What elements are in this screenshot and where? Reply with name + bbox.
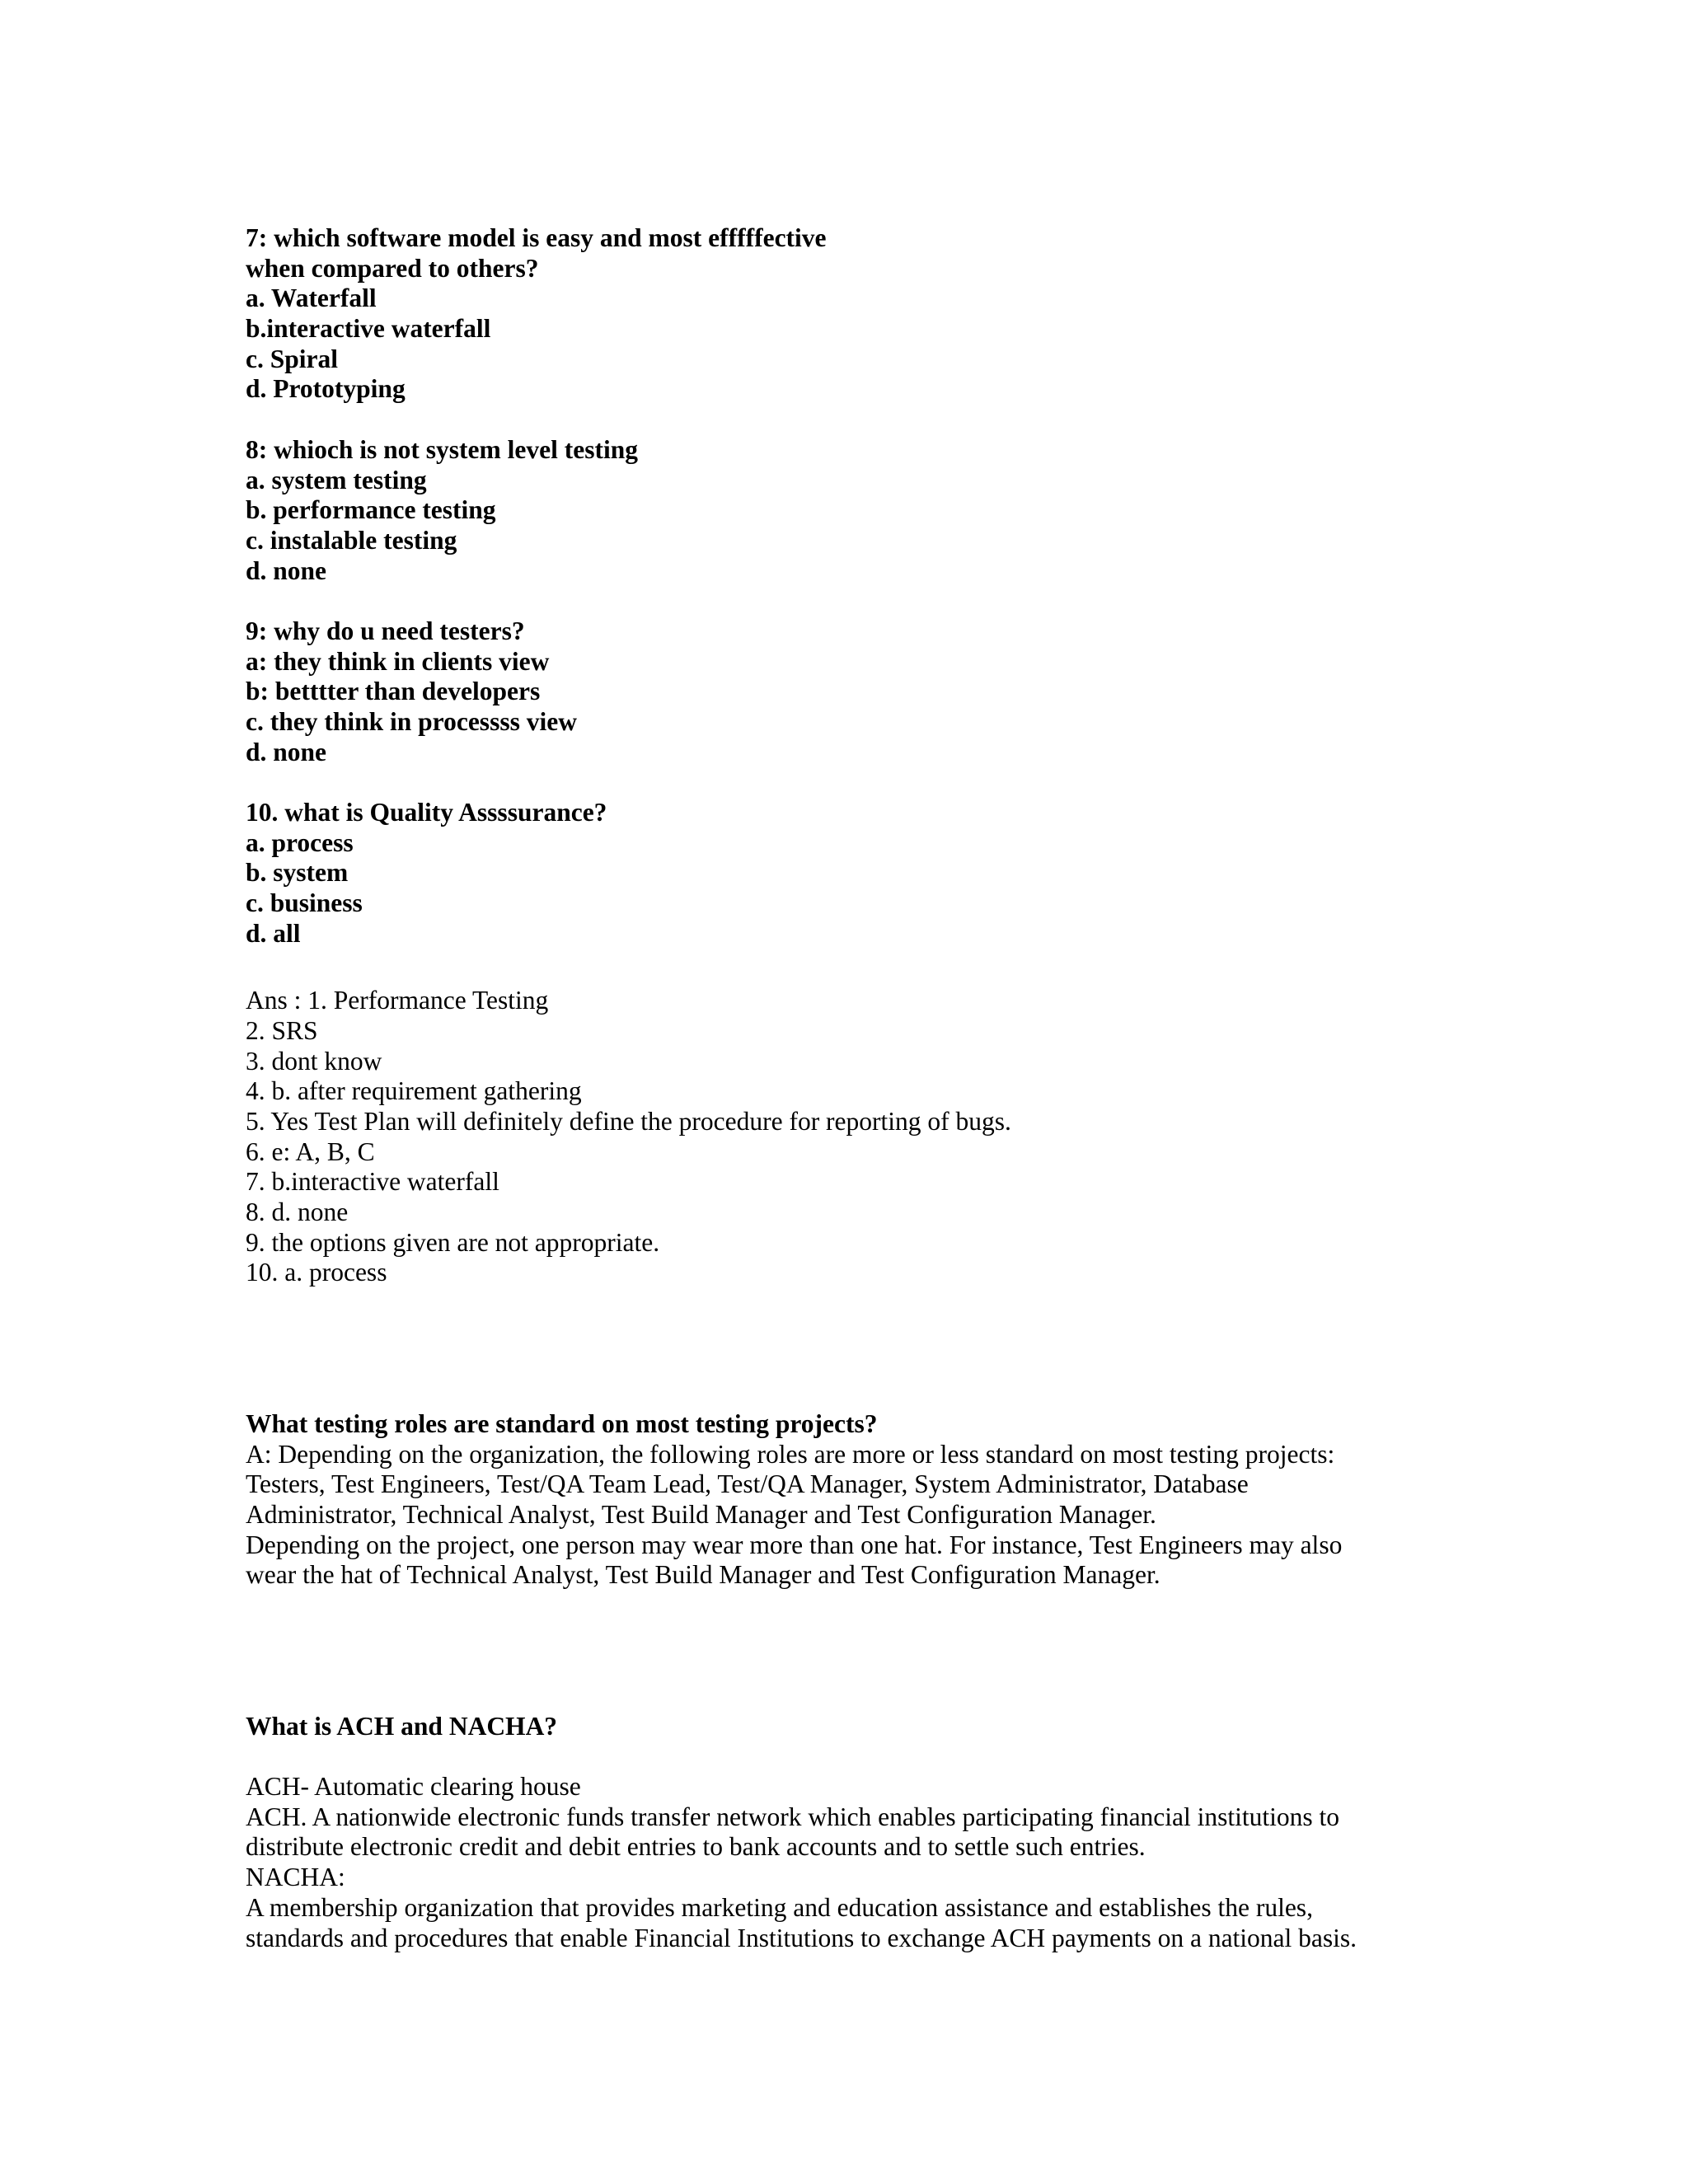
option-a: a. process	[246, 827, 354, 857]
answer-line: 4. b. after requirement gathering	[246, 1076, 582, 1106]
option-a: a: they think in clients view	[246, 646, 550, 676]
option-b: b.interactive waterfall	[246, 314, 491, 344]
ach-section	[246, 1712, 1465, 1954]
answer-line: 10. a. process	[246, 1258, 387, 1287]
document-page	[246, 223, 1465, 1953]
option-a: a. system testing	[246, 465, 427, 494]
section-heading: What testing roles are standard on most testing projects?	[246, 1408, 878, 1438]
question-text: when compared to others?	[246, 253, 539, 283]
option-c: c. business	[246, 888, 363, 918]
option-d: d. Prototyping	[246, 374, 406, 404]
paragraph-line: Administrator, Technical Analyst, Test Build Manager and Test Configuration Manager.	[246, 1499, 1156, 1529]
option-c: c. they think in processss view	[246, 707, 577, 736]
testing-roles-section	[246, 1409, 1465, 1591]
paragraph-line: Testers, Test Engineers, Test/QA Team Lead, Test/QA Manager, System Administrator, Database	[246, 1469, 1249, 1499]
paragraph-line: wear the hat of Technical Analyst, Test Build Manager and Test Configuration Manager.	[246, 1560, 1160, 1590]
option-b: b. performance testing	[246, 495, 496, 525]
option-b: b: betttter than developers	[246, 677, 541, 706]
answer-line: 9. the options given are not appropriate.	[246, 1227, 660, 1257]
answer-line: 3. dont know	[246, 1046, 382, 1076]
answer-line: 2. SRS	[246, 1015, 318, 1045]
question-text: 8: whioch is not system level testing	[246, 434, 638, 464]
question-7	[246, 223, 1465, 405]
question-text: 7: which software model is easy and most efffffective	[246, 223, 827, 252]
question-8	[246, 435, 1465, 586]
paragraph-line: NACHA:	[246, 1863, 345, 1892]
question-text: 10. what is Quality Assssurance?	[246, 798, 607, 827]
paragraph-line: Depending on the project, one person may wear more than one hat. For instance, Test Engineers may also	[246, 1530, 1343, 1559]
option-c: c. Spiral	[246, 344, 339, 373]
answer-line: 7. b.interactive waterfall	[246, 1167, 499, 1197]
section-heading: What is ACH and NACHA?	[246, 1711, 558, 1741]
option-b: b. system	[246, 858, 349, 888]
answer-line: 8. d. none	[246, 1197, 349, 1226]
option-c: c. instalable testing	[246, 525, 457, 555]
paragraph-line: distribute electronic credit and debit entries to bank accounts and to settle such entries.	[246, 1832, 1146, 1862]
paragraph-line: A: Depending on the organization, the following roles are more or less standard on most testing projects:	[246, 1439, 1335, 1469]
paragraph-line: standards and procedures that enable Financial Institutions to exchange ACH payments on a national basis.	[246, 1923, 1357, 1952]
option-d: d. none	[246, 555, 327, 585]
question-9	[246, 616, 1465, 767]
question-text: 9: why do u need testers?	[246, 616, 525, 645]
answer-line: 6. e: A, B, C	[246, 1137, 375, 1166]
answer-line: Ans : 1. Performance Testing	[246, 986, 549, 1015]
option-d: d. all	[246, 918, 301, 948]
paragraph-line: ACH. A nationwide electronic funds transfer network which enables participating financial institutions to	[246, 1802, 1340, 1831]
answers-block	[246, 986, 1465, 1288]
option-a: a. Waterfall	[246, 284, 377, 313]
question-10	[246, 798, 1465, 949]
option-d: d. none	[246, 737, 327, 766]
paragraph-line: ACH- Automatic clearing house	[246, 1772, 581, 1802]
answer-line: 5. Yes Test Plan will definitely define the procedure for reporting of bugs.	[246, 1106, 1011, 1136]
paragraph-line: A membership organization that provides marketing and education assistance and establishes the rules,	[246, 1892, 1313, 1922]
